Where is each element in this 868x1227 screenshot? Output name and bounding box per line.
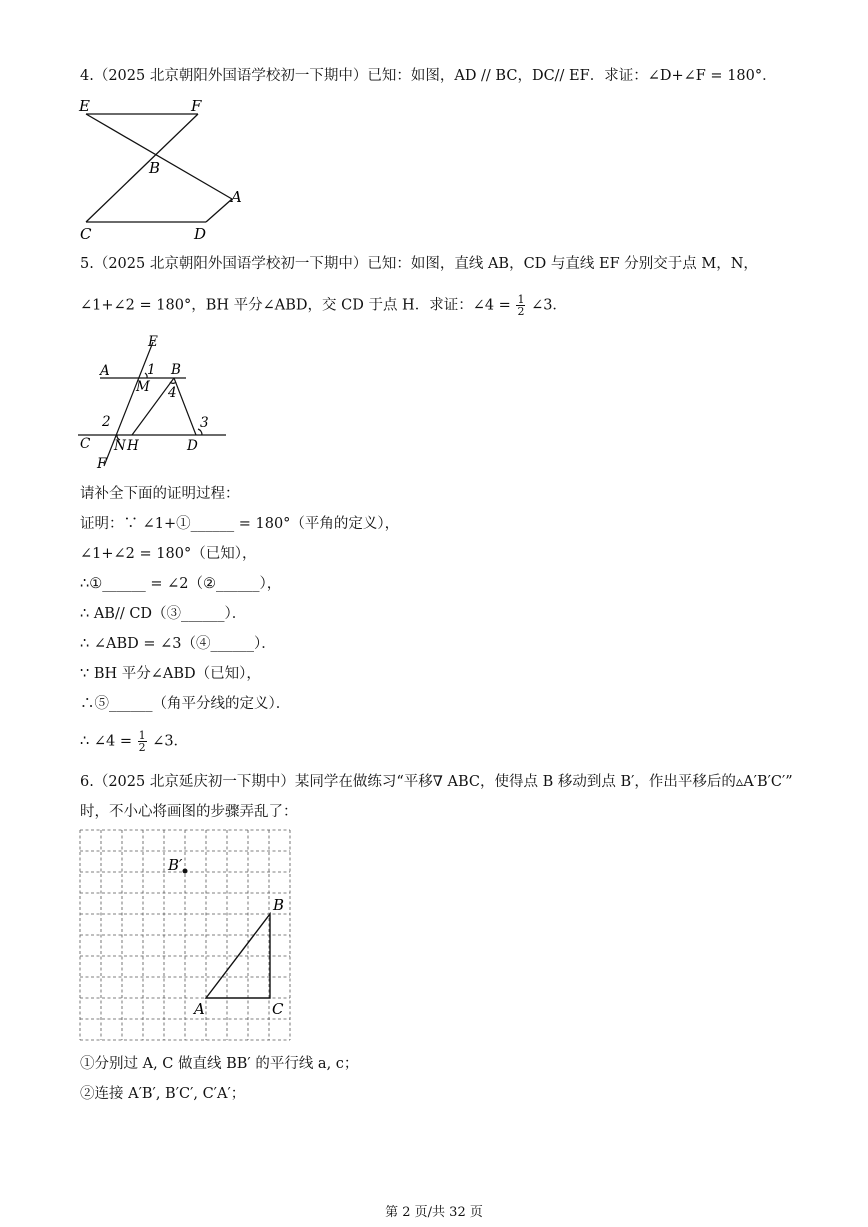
q4-label-e: E bbox=[79, 97, 90, 115]
q5-half-fraction bbox=[516, 294, 525, 317]
q5-label-f: F bbox=[97, 456, 107, 472]
q5-proof-step-1: 证明：∵ ∠1+①______ = 180°（平角的定义）， bbox=[80, 516, 400, 532]
q6-label-b: B bbox=[273, 896, 285, 914]
q5-label-4: 4 bbox=[168, 385, 177, 401]
q6-statement-line1: 6.（2025 北京延庆初一下期中）某同学在做练习“平移∇ ABC，使得点 B 移动到点 B′，作出平移后的▵A′B′C′” bbox=[80, 774, 793, 790]
q5-proof-step-3: ∴①______ = ∠2（②______）， bbox=[80, 576, 282, 592]
q6-label-bprime: B′ bbox=[168, 856, 183, 874]
q6-step-1: ①分别过 A, C 做直线 BB′ 的平行线 a, c； bbox=[80, 1056, 359, 1072]
q5-label-b: B bbox=[171, 362, 181, 378]
q5-label-n: N bbox=[114, 438, 126, 454]
page-footer: 第 2 页/共 32 页 bbox=[385, 1205, 483, 1220]
q4-label-c: C bbox=[80, 225, 92, 243]
q4-statement: 4.（2025 北京朝阳外国语学校初一下期中）已知：如图，AD // BC，DC// EF．求证：∠D+∠F = 180°． bbox=[80, 68, 777, 84]
q5-label-2: 2 bbox=[102, 414, 111, 430]
q5-proof-step-4: ∴ AB// CD（③______）． bbox=[80, 606, 247, 622]
q5-final-frac-den: 2 bbox=[138, 741, 146, 754]
q6-grid-figure bbox=[78, 828, 298, 1044]
q4-label-d: D bbox=[194, 225, 207, 243]
q5-label-h: H bbox=[127, 438, 139, 454]
q6-label-c: C bbox=[272, 1000, 284, 1018]
q5-label-1: 1 bbox=[147, 362, 156, 378]
q5-final-end: ∠3． bbox=[152, 733, 189, 750]
q5-label-3: 3 bbox=[200, 415, 209, 431]
q6-label-a: A bbox=[194, 1000, 205, 1018]
q5-final-fraction bbox=[138, 730, 147, 753]
q5-proof-step-7: ∴⑤______（角平分线的定义）． bbox=[80, 696, 291, 712]
q5-line2-end: ∠3． bbox=[531, 297, 567, 314]
q5-figure bbox=[74, 330, 234, 475]
q5-label-e: E bbox=[148, 334, 158, 350]
q5-proof-step-2: ∠1+∠2 = 180°（已知）， bbox=[80, 546, 257, 562]
q5-statement-line1: 5.（2025 北京朝阳外国语学校初一下期中）已知：如图，直线 AB，CD 与直线 EF 分别交于点 M，N， bbox=[80, 256, 758, 272]
q5-label-a: A bbox=[100, 363, 110, 379]
q5-label-c: C bbox=[80, 436, 91, 452]
q5-label-m: M bbox=[136, 379, 150, 395]
q5-final-text: ∴ ∠4 = bbox=[80, 733, 132, 750]
q6-grid bbox=[80, 830, 290, 1040]
q5-frac-num: 1 bbox=[517, 293, 525, 306]
q5-prompt: 请补全下面的证明过程： bbox=[80, 486, 240, 502]
q6-step-2: ②连接 A′B′, B′C′, C′A′； bbox=[80, 1086, 246, 1102]
q5-proof-final bbox=[80, 730, 188, 753]
q5-label-d: D bbox=[187, 438, 198, 454]
q5-frac-den: 2 bbox=[517, 305, 525, 318]
q5-final-frac-num: 1 bbox=[138, 729, 146, 742]
q4-label-f: F bbox=[191, 97, 202, 115]
q5-proof-step-6: ∵ BH 平分∠ABD（已知）， bbox=[80, 666, 261, 682]
q5-proof-step-5: ∴ ∠ABD = ∠3（④______）． bbox=[80, 636, 276, 652]
q5-statement-line2 bbox=[80, 294, 567, 317]
q4-label-b: B bbox=[149, 159, 161, 177]
q5-line2-text: ∠1+∠2 = 180°，BH 平分∠ABD，交 CD 于点 H．求证：∠4 = bbox=[80, 297, 511, 314]
q4-label-a: A bbox=[231, 188, 242, 206]
q4-figure bbox=[76, 94, 256, 244]
q6-statement-line2: 时，不小心将画图的步骤弄乱了： bbox=[80, 804, 298, 820]
